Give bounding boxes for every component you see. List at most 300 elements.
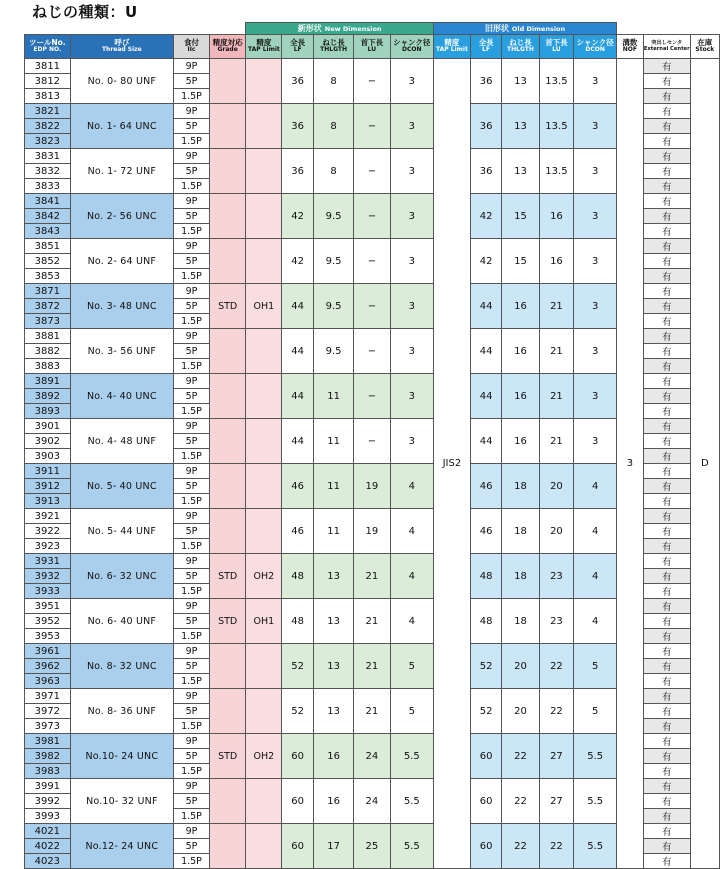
cell-iic: 5P [174,614,210,629]
cell-old-lf: 44 [470,419,501,464]
cell-old-dcon: 5.5 [574,779,617,824]
cell-iic: 5P [174,434,210,449]
cell-new-lf: 36 [282,104,313,149]
group-new-jp: 新形状 [297,24,322,33]
cell-old-lu: 13.5 [539,104,574,149]
col-header-new-lu: 首下長 LU [354,35,390,59]
cell-new-lf: 42 [282,239,313,284]
cell-old-tap-limit: JIS2 [434,59,471,869]
cell-iic: 5P [174,524,210,539]
cell-old-dcon: 4 [574,599,617,644]
col-header-edp: ツールNo. EDP NO. [25,35,71,59]
cell-new-thlgth: 13 [313,554,353,599]
cell-new-lf: 46 [282,509,313,554]
cell-new-lf: 48 [282,554,313,599]
cell-grade-std [209,329,245,374]
cell-new-lu: − [354,374,390,419]
cell-new-thlgth: 11 [313,419,353,464]
cell-iic: 9P [174,464,210,479]
cell-thread-size: No.10- 24 UNC [70,734,173,779]
cell-grade-oh [246,329,282,374]
cell-iic: 5P [174,479,210,494]
cell-external-center: 有 [643,674,690,689]
cell-grade-std [209,104,245,149]
cell-old-lf: 42 [470,194,501,239]
cell-external-center: 有 [643,644,690,659]
cell-thread-size: No. 8- 36 UNF [70,689,173,734]
cell-iic: 1.5P [174,629,210,644]
cell-edp-no: 3901 [25,419,71,434]
cell-edp-no: 3961 [25,644,71,659]
group-header-old [434,23,617,35]
table-header [25,23,720,59]
cell-old-thlgth: 20 [502,689,539,734]
cell-iic: 1.5P [174,314,210,329]
cell-external-center: 有 [643,749,690,764]
group-old-jp: 旧形状 [484,24,509,33]
cell-external-center: 有 [643,104,690,119]
cell-thread-size: No.12- 24 UNC [70,824,173,869]
cell-edp-no: 3913 [25,494,71,509]
cell-old-thlgth: 18 [502,599,539,644]
column-header-row [25,35,720,59]
cell-grade-std [209,419,245,464]
cell-edp-no: 3902 [25,434,71,449]
cell-new-lu: 21 [354,689,390,734]
cell-external-center: 有 [643,524,690,539]
cell-old-lf: 46 [470,509,501,554]
cell-iic: 9P [174,284,210,299]
cell-grade-oh [246,464,282,509]
cell-thread-size: No. 8- 32 UNC [70,644,173,689]
cell-iic: 5P [174,299,210,314]
cell-thread-size: No.10- 32 UNF [70,779,173,824]
cell-iic: 1.5P [174,674,210,689]
cell-iic: 9P [174,329,210,344]
table-row [25,734,720,749]
col-header-new-dcon: シャンク径 DCON [390,35,433,59]
cell-edp-no: 3903 [25,449,71,464]
cell-old-lf: 44 [470,284,501,329]
cell-iic: 5P [174,704,210,719]
cell-old-dcon: 3 [574,284,617,329]
cell-external-center: 有 [643,419,690,434]
cell-new-thlgth: 16 [313,779,353,824]
cell-new-dcon: 4 [390,554,433,599]
table-row [25,419,720,434]
cell-new-thlgth: 8 [313,149,353,194]
cell-edp-no: 3983 [25,764,71,779]
cell-external-center: 有 [643,239,690,254]
cell-new-lu: − [354,194,390,239]
cell-grade-std [209,149,245,194]
cell-external-center: 有 [643,824,690,839]
cell-edp-no: 3951 [25,599,71,614]
cell-new-lf: 52 [282,689,313,734]
table-row [25,194,720,209]
table-row [25,149,720,164]
cell-external-center: 有 [643,314,690,329]
cell-old-dcon: 4 [574,464,617,509]
cell-edp-no: 3972 [25,704,71,719]
cell-edp-no: 3981 [25,734,71,749]
cell-old-thlgth: 13 [502,59,539,104]
cell-thread-size: No. 4- 40 UNC [70,374,173,419]
cell-old-thlgth: 18 [502,509,539,554]
cell-iic: 5P [174,209,210,224]
cell-edp-no: 3912 [25,479,71,494]
cell-new-thlgth: 13 [313,599,353,644]
cell-external-center: 有 [643,374,690,389]
cell-old-lu: 27 [539,779,574,824]
cell-grade-std [209,59,245,104]
cell-iic: 9P [174,779,210,794]
cell-new-lu: − [354,59,390,104]
cell-iic: 1.5P [174,494,210,509]
cell-new-lf: 60 [282,734,313,779]
cell-old-lf: 60 [470,779,501,824]
col-header-external-center: 突出しセンタ External Center [643,35,690,59]
cell-iic: 5P [174,389,210,404]
cell-external-center: 有 [643,194,690,209]
cell-new-dcon: 3 [390,104,433,149]
cell-external-center: 有 [643,389,690,404]
cell-iic: 1.5P [174,854,210,869]
cell-new-thlgth: 11 [313,464,353,509]
cell-old-thlgth: 16 [502,374,539,419]
cell-old-lu: 21 [539,419,574,464]
cell-grade-std [209,689,245,734]
cell-external-center: 有 [643,449,690,464]
cell-edp-no: 3923 [25,539,71,554]
thread-spec-table [24,22,720,869]
col-header-old-tap-limit: 精度 TAP Limit [434,35,471,59]
cell-external-center: 有 [643,209,690,224]
cell-edp-no: 3851 [25,239,71,254]
cell-old-thlgth: 16 [502,329,539,374]
cell-edp-no: 3881 [25,329,71,344]
cell-old-thlgth: 20 [502,644,539,689]
cell-edp-no: 3822 [25,119,71,134]
cell-external-center: 有 [643,89,690,104]
cell-edp-no: 3963 [25,674,71,689]
cell-new-dcon: 3 [390,284,433,329]
cell-external-center: 有 [643,614,690,629]
cell-old-dcon: 5.5 [574,734,617,779]
cell-iic: 9P [174,824,210,839]
cell-old-lf: 36 [470,59,501,104]
cell-new-dcon: 3 [390,239,433,284]
cell-new-lu: 21 [354,554,390,599]
table-row [25,509,720,524]
col-header-old-thlgth: ねじ長 THLGTH [502,35,539,59]
cell-external-center: 有 [643,794,690,809]
table-row [25,464,720,479]
cell-thread-size: No. 5- 40 UNC [70,464,173,509]
cell-edp-no: 3921 [25,509,71,524]
cell-iic: 1.5P [174,404,210,419]
cell-old-lu: 23 [539,554,574,599]
cell-external-center: 有 [643,119,690,134]
cell-thread-size: No. 0- 80 UNF [70,59,173,104]
cell-edp-no: 3852 [25,254,71,269]
col-header-old-dcon: シャンク径 DCON [574,35,617,59]
cell-external-center: 有 [643,494,690,509]
cell-external-center: 有 [643,689,690,704]
cell-new-dcon: 5.5 [390,779,433,824]
cell-grade-oh [246,59,282,104]
page-title: ねじの種類：U [32,3,138,21]
cell-new-dcon: 5.5 [390,824,433,869]
cell-iic: 1.5P [174,719,210,734]
cell-edp-no: 4022 [25,839,71,854]
cell-iic: 1.5P [174,764,210,779]
cell-new-lu: 24 [354,779,390,824]
cell-edp-no: 3873 [25,314,71,329]
cell-new-lf: 36 [282,149,313,194]
cell-new-thlgth: 11 [313,509,353,554]
cell-grade-oh [246,689,282,734]
cell-iic: 5P [174,794,210,809]
cell-external-center: 有 [643,404,690,419]
cell-edp-no: 3992 [25,794,71,809]
cell-edp-no: 3993 [25,809,71,824]
col-header-thread-size: 呼び Thread Size [70,35,173,59]
cell-external-center: 有 [643,764,690,779]
group-header-new [246,23,434,35]
cell-grade-std [209,464,245,509]
cell-iic: 1.5P [174,449,210,464]
cell-edp-no: 3833 [25,179,71,194]
cell-iic: 9P [174,734,210,749]
table-body [25,59,720,869]
cell-new-dcon: 3 [390,419,433,464]
cell-iic: 9P [174,599,210,614]
cell-new-dcon: 3 [390,194,433,239]
cell-new-thlgth: 11 [313,374,353,419]
cell-edp-no: 3871 [25,284,71,299]
cell-new-lu: 19 [354,509,390,554]
cell-old-lf: 60 [470,824,501,869]
cell-new-lu: − [354,329,390,374]
cell-iic: 9P [174,554,210,569]
cell-grade-oh [246,149,282,194]
col-header-old-lu: 首下長 LU [539,35,574,59]
cell-new-dcon: 3 [390,149,433,194]
cell-old-lu: 27 [539,734,574,779]
cell-old-thlgth: 16 [502,419,539,464]
cell-new-lu: − [354,419,390,464]
cell-old-dcon: 3 [574,374,617,419]
cell-old-dcon: 5.5 [574,824,617,869]
cell-old-dcon: 5 [574,689,617,734]
cell-grade-oh [246,509,282,554]
cell-old-lf: 36 [470,149,501,194]
cell-grade-oh [246,374,282,419]
cell-external-center: 有 [643,539,690,554]
cell-thread-size: No. 5- 44 UNF [70,509,173,554]
cell-edp-no: 3991 [25,779,71,794]
cell-old-lu: 22 [539,689,574,734]
group-header-spacer [25,23,246,35]
cell-grade-std [209,779,245,824]
cell-external-center: 有 [643,464,690,479]
cell-old-lf: 46 [470,464,501,509]
cell-old-dcon: 3 [574,149,617,194]
cell-new-lf: 48 [282,599,313,644]
cell-edp-no: 3883 [25,359,71,374]
cell-edp-no: 3922 [25,524,71,539]
cell-old-lf: 42 [470,239,501,284]
cell-old-thlgth: 22 [502,734,539,779]
cell-grade-std: STD [209,554,245,599]
cell-new-lf: 44 [282,284,313,329]
table-row [25,824,720,839]
cell-grade-oh [246,104,282,149]
cell-old-lu: 21 [539,374,574,419]
cell-grade-std [209,644,245,689]
cell-old-dcon: 3 [574,104,617,149]
cell-new-dcon: 4 [390,464,433,509]
cell-iic: 5P [174,569,210,584]
cell-old-lu: 22 [539,824,574,869]
cell-new-lf: 52 [282,644,313,689]
cell-thread-size: No. 6- 40 UNF [70,599,173,644]
cell-external-center: 有 [643,599,690,614]
cell-grade-oh: OH1 [246,599,282,644]
cell-old-lu: 20 [539,464,574,509]
cell-edp-no: 3933 [25,584,71,599]
cell-external-center: 有 [643,509,690,524]
cell-external-center: 有 [643,569,690,584]
cell-external-center: 有 [643,299,690,314]
cell-new-lu: − [354,239,390,284]
cell-old-lu: 13.5 [539,59,574,104]
cell-external-center: 有 [643,629,690,644]
cell-grade-oh [246,779,282,824]
col-header-new-thlgth: ねじ長 THLGTH [313,35,353,59]
cell-grade-oh [246,824,282,869]
cell-old-dcon: 3 [574,239,617,284]
cell-iic: 9P [174,419,210,434]
cell-old-lf: 48 [470,599,501,644]
cell-external-center: 有 [643,704,690,719]
table-row [25,599,720,614]
cell-grade-std: STD [209,734,245,779]
table-row [25,689,720,704]
cell-external-center: 有 [643,329,690,344]
cell-iic: 5P [174,254,210,269]
cell-external-center: 有 [643,854,690,869]
cell-edp-no: 3892 [25,389,71,404]
cell-new-lf: 60 [282,779,313,824]
table-row [25,779,720,794]
cell-new-thlgth: 9.5 [313,239,353,284]
cell-edp-no: 3952 [25,614,71,629]
cell-edp-no: 3891 [25,374,71,389]
cell-new-lf: 44 [282,374,313,419]
cell-iic: 5P [174,164,210,179]
cell-external-center: 有 [643,134,690,149]
spec-table-wrap [24,22,720,869]
group-header-spacer-right [616,23,719,35]
cell-new-lf: 36 [282,59,313,104]
cell-grade-oh [246,644,282,689]
cell-iic: 9P [174,509,210,524]
cell-iic: 1.5P [174,179,210,194]
col-header-iic: 食付 IIc [174,35,210,59]
cell-external-center: 有 [643,659,690,674]
cell-new-lu: − [354,104,390,149]
cell-grade-oh: OH2 [246,734,282,779]
cell-iic: 5P [174,749,210,764]
cell-stock: D [690,59,719,869]
cell-nof: 3 [616,59,643,869]
cell-new-thlgth: 13 [313,689,353,734]
table-row [25,644,720,659]
cell-iic: 9P [174,149,210,164]
col-header-old-lf: 全長 LF [470,35,501,59]
col-header-new-lf: 全長 LF [282,35,313,59]
cell-thread-size: No. 4- 48 UNF [70,419,173,464]
cell-edp-no: 3832 [25,164,71,179]
cell-old-lu: 16 [539,239,574,284]
cell-old-thlgth: 18 [502,464,539,509]
cell-grade-oh: OH1 [246,284,282,329]
table-row [25,554,720,569]
cell-edp-no: 3872 [25,299,71,314]
cell-grade-oh [246,194,282,239]
cell-grade-std [209,239,245,284]
cell-edp-no: 3962 [25,659,71,674]
cell-iic: 5P [174,839,210,854]
group-new-en: New Dimension [324,25,382,33]
cell-new-lf: 60 [282,824,313,869]
cell-new-lu: 25 [354,824,390,869]
cell-old-thlgth: 22 [502,824,539,869]
cell-old-thlgth: 13 [502,149,539,194]
cell-thread-size: No. 1- 72 UNF [70,149,173,194]
table-row [25,284,720,299]
cell-iic: 5P [174,344,210,359]
table-row [25,374,720,389]
cell-iic: 5P [174,659,210,674]
cell-new-lu: − [354,149,390,194]
cell-grade-oh [246,239,282,284]
cell-edp-no: 3853 [25,269,71,284]
cell-old-lu: 13.5 [539,149,574,194]
cell-old-lu: 20 [539,509,574,554]
cell-new-lu: 21 [354,644,390,689]
cell-old-lu: 16 [539,194,574,239]
cell-iic: 9P [174,644,210,659]
cell-external-center: 有 [643,479,690,494]
cell-new-thlgth: 9.5 [313,329,353,374]
cell-old-dcon: 3 [574,329,617,374]
cell-old-lf: 52 [470,689,501,734]
cell-grade-oh [246,419,282,464]
cell-external-center: 有 [643,434,690,449]
cell-edp-no: 3823 [25,134,71,149]
cell-new-lf: 42 [282,194,313,239]
col-header-new-tap-limit: 精度 TAP Limit [246,35,282,59]
cell-external-center: 有 [643,59,690,74]
cell-iic: 1.5P [174,539,210,554]
cell-external-center: 有 [643,779,690,794]
cell-old-dcon: 3 [574,419,617,464]
cell-new-thlgth: 9.5 [313,284,353,329]
cell-iic: 1.5P [174,269,210,284]
